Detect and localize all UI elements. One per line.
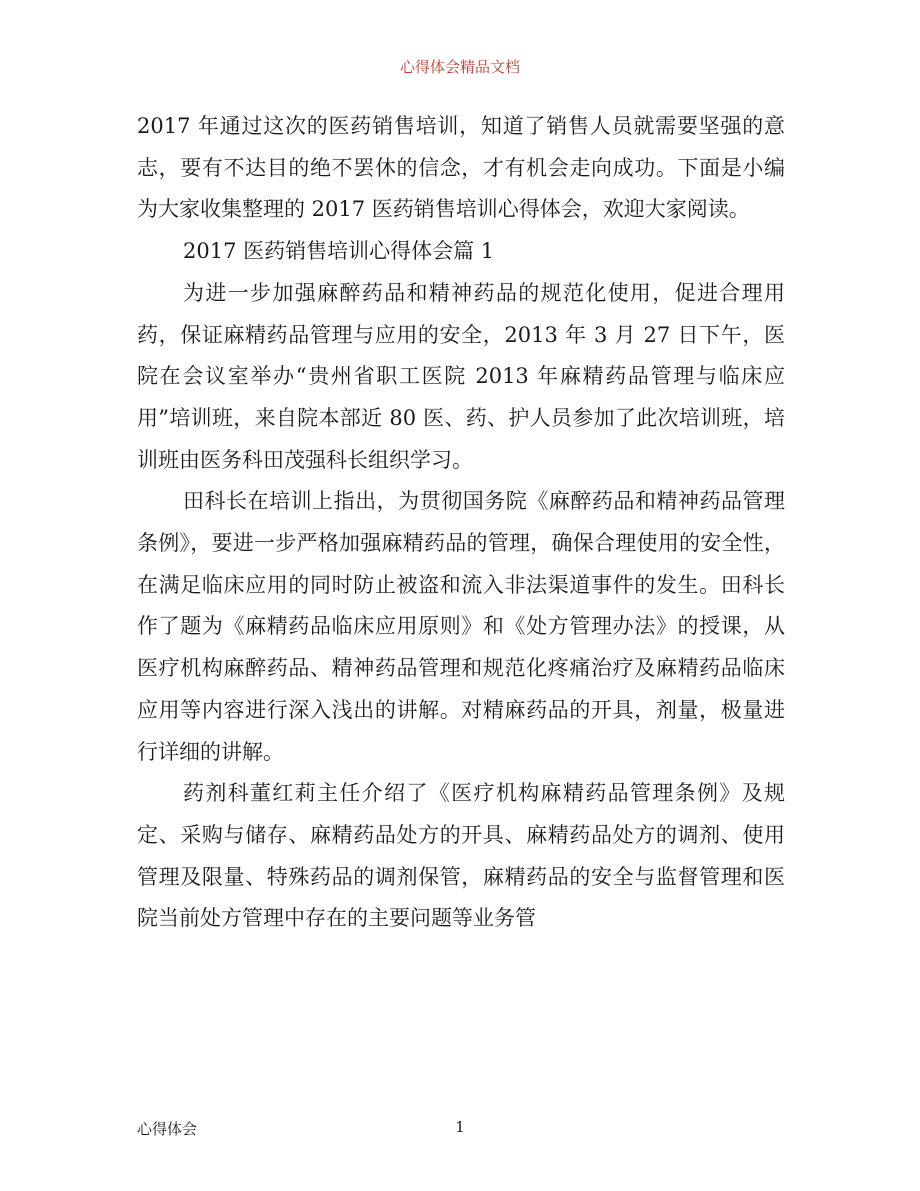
page-header-title: 心得体会精品文档	[399, 58, 520, 76]
document-body	[137, 106, 785, 940]
intro-paragraph: 2017 年通过这次的医药销售培训，知道了销售人员就需要坚强的意志，要有不达目的绝不罢休的信念，才有机会走向成功。下面是小编为大家收集整理的 2017 医药销售培训心得体会，欢迎大家阅读。	[137, 114, 785, 222]
footer-label: 心得体会	[137, 1120, 198, 1138]
body-paragraph-3: 药剂科董红莉主任介绍了《医疗机构麻精药品管理条例》及规定、采购与储存、麻精药品处方的开具、麻精药品处方的调剂、使用管理及限量、特殊药品的调剂保管，麻精药品的安全与监督管理和医院当前处方管理中存在的主要问题等业务管	[137, 781, 785, 931]
body-paragraph-2: 田科长在培训上指出，为贯彻国务院《麻醉药品和精神药品管理条例》，要进一步严格加强麻精药品的管理，确保合理使用的安全性，在满足临床应用的同时防止被盗和流入非法渠道事件的发生。田科长作了题为《麻精药品临床应用原则》和《处方管理办法》的授课，从医疗机构麻醉药品、精神药品管理和规范化疼痛治疗及麻精药品临床应用等内容进行深入浅出的讲解。对精麻药品的开具，剂量，极量进行详细的讲解。	[137, 489, 785, 764]
page-number: 1	[455, 1118, 465, 1136]
section-heading: 2017 医药销售培训心得体会篇 1	[183, 239, 495, 264]
body-paragraph-1: 为进一步加强麻醉药品和精神药品的规范化使用，促进合理用药，保证麻精药品管理与应用的安全，2013 年 3 月 27 日下午，医院在会议室举办“贵州省职工医院 2013 年麻精药品管理与临床应用”培训班，来自院本部近 80 医、药、护人员参加了此次培训班，培训班由医务科田茂强科长组织学习。	[137, 280, 785, 472]
